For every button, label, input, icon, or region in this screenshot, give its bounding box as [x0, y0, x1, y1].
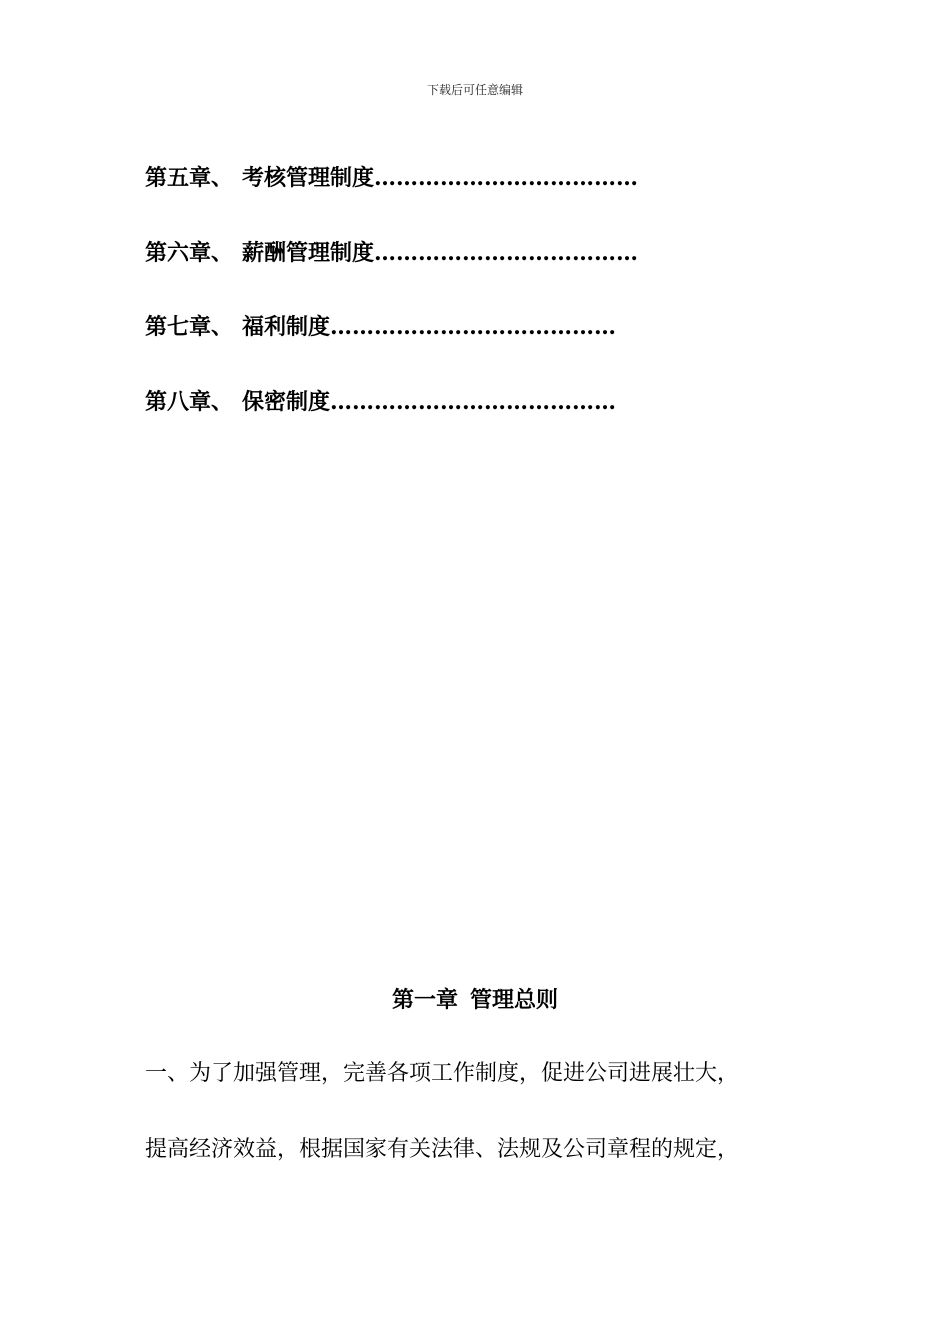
chapter-number: 第一章	[391, 987, 458, 1013]
toc-chapter-number: 第七章、	[145, 314, 234, 340]
toc-chapter-title: 薪酬管理制度	[242, 239, 375, 266]
toc-dot-leader: …………………………………	[330, 388, 617, 415]
toc-dot-leader: ………………………………	[374, 239, 639, 266]
table-of-contents	[145, 160, 765, 458]
toc-dot-leader: ………………………………	[374, 165, 639, 191]
toc-chapter-title: 考核管理制度	[242, 165, 375, 191]
body-text-line: 一、为了加强管理，完善各项工作制度，促进公司进展壮大，	[145, 1061, 740, 1086]
toc-item-chapter-6[interactable]	[145, 235, 765, 310]
chapter-heading	[0, 982, 950, 1018]
toc-item-chapter-5[interactable]	[145, 160, 765, 235]
toc-item-chapter-8[interactable]	[145, 384, 765, 459]
page-header-note: 下载后可任意编辑	[426, 83, 523, 97]
toc-chapter-number: 第八章、	[145, 388, 234, 415]
toc-chapter-number: 第五章、	[145, 165, 234, 191]
toc-chapter-number: 第六章、	[145, 239, 234, 266]
toc-dot-leader: …………………………………	[330, 314, 617, 340]
chapter-title: 管理总则	[470, 987, 559, 1013]
toc-chapter-title: 福利制度	[242, 314, 331, 340]
body-text-line: 提高经济效益，根据国家有关法律、法规及公司章程的规定，	[145, 1137, 740, 1162]
toc-item-chapter-7[interactable]	[145, 309, 765, 384]
toc-chapter-title: 保密制度	[242, 388, 331, 415]
